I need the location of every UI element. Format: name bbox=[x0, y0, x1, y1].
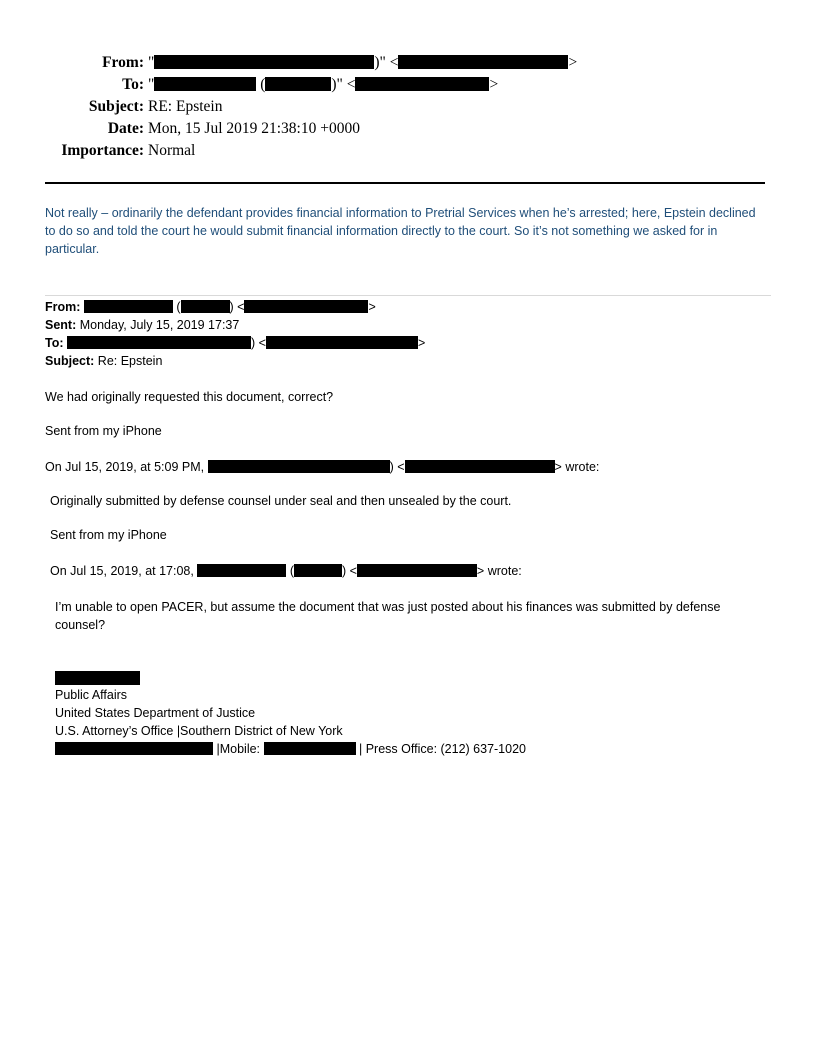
msg2-quote-suffix: wrote: bbox=[565, 460, 600, 474]
redacted-block bbox=[181, 300, 230, 313]
redacted-block bbox=[264, 742, 356, 755]
redacted-block bbox=[405, 460, 555, 473]
msg3-quote-line: On Jul 15, 2019, at 17:08, ( ) < > wrote: bbox=[50, 564, 522, 578]
redacted-block bbox=[208, 460, 390, 473]
msg2-sent-line bbox=[45, 318, 239, 332]
msg3-quote-suffix: wrote: bbox=[487, 564, 522, 578]
redacted-block bbox=[357, 564, 477, 577]
msg2-sent-value: Monday, July 15, 2019 17:37 bbox=[79, 318, 240, 332]
redacted-block bbox=[398, 55, 568, 69]
sig-contact-line bbox=[55, 742, 526, 756]
msg2-quote-prefix: On Jul 15, 2019, at 5:09 PM, bbox=[45, 460, 205, 474]
msg2-subject-label: Subject: bbox=[45, 354, 95, 368]
redacted-block bbox=[154, 55, 374, 69]
to-label: To: bbox=[122, 76, 144, 93]
message-divider bbox=[45, 295, 771, 296]
mobile-label: |Mobile: bbox=[216, 742, 261, 756]
redacted-block bbox=[67, 336, 251, 349]
redacted-block bbox=[55, 742, 213, 755]
redacted-block bbox=[266, 336, 418, 349]
signature-name-redacted bbox=[55, 671, 140, 685]
msg2-subject-value: Re: Epstein bbox=[97, 354, 163, 368]
msg2-to-line: To: ) < > bbox=[45, 336, 426, 350]
sig-line-2: United States Department of Justice bbox=[55, 706, 256, 720]
msg3-quote-prefix: On Jul 15, 2019, at 17:08, bbox=[50, 564, 194, 578]
redacted-block bbox=[294, 564, 342, 577]
msg2-from-line: From: ( ) < > bbox=[45, 300, 376, 314]
header-divider bbox=[45, 182, 765, 184]
to-value: " ( )" < > bbox=[148, 76, 499, 93]
redacted-block bbox=[84, 300, 173, 313]
redacted-block bbox=[244, 300, 368, 313]
msg2-body: We had originally requested this document, correct? bbox=[45, 390, 334, 404]
sig-line-3: U.S. Attorney’s Office |Southern District of New York bbox=[55, 724, 343, 738]
msg2-from-label: From: bbox=[45, 300, 81, 314]
msg2-sent-label: Sent: bbox=[45, 318, 77, 332]
subject-value: RE: Epstein bbox=[148, 98, 223, 115]
importance-value: Normal bbox=[148, 142, 196, 159]
redacted-block bbox=[154, 77, 256, 91]
date-value: Mon, 15 Jul 2019 21:38:10 +0000 bbox=[148, 120, 360, 137]
msg2-signature: Sent from my iPhone bbox=[45, 424, 162, 438]
from-value: " )" < > bbox=[148, 54, 578, 71]
redacted-block bbox=[197, 564, 286, 577]
redacted-block bbox=[355, 77, 489, 91]
msg4-body: I’m unable to open PACER, but assume the document that was just posted about his finances was submitted by defense counsel? bbox=[55, 600, 721, 632]
press-office: | Press Office: (212) 637-1020 bbox=[359, 742, 526, 756]
from-label: From: bbox=[102, 54, 144, 71]
msg3-signature: Sent from my iPhone bbox=[50, 528, 167, 542]
redacted-block bbox=[265, 77, 331, 91]
importance-label: Importance: bbox=[61, 142, 144, 159]
date-label: Date: bbox=[107, 120, 144, 137]
subject-label: Subject: bbox=[88, 98, 144, 115]
msg3-body: Originally submitted by defense counsel under seal and then unsealed by the court. bbox=[50, 494, 512, 508]
reply-body: Not really – ordinarily the defendant provides financial information to Pretrial Services when he’s arrested; here, Epstein declined to do so and told the court he would submit financial information directly to the court. So it’s not something we asked for in particular. bbox=[45, 206, 756, 256]
sig-line-1: Public Affairs bbox=[55, 688, 128, 702]
msg2-to-label: To: bbox=[45, 336, 64, 350]
msg2-subject-line bbox=[45, 354, 162, 368]
msg2-quote-line: On Jul 15, 2019, at 5:09 PM, ) < > wrote: bbox=[45, 460, 600, 474]
